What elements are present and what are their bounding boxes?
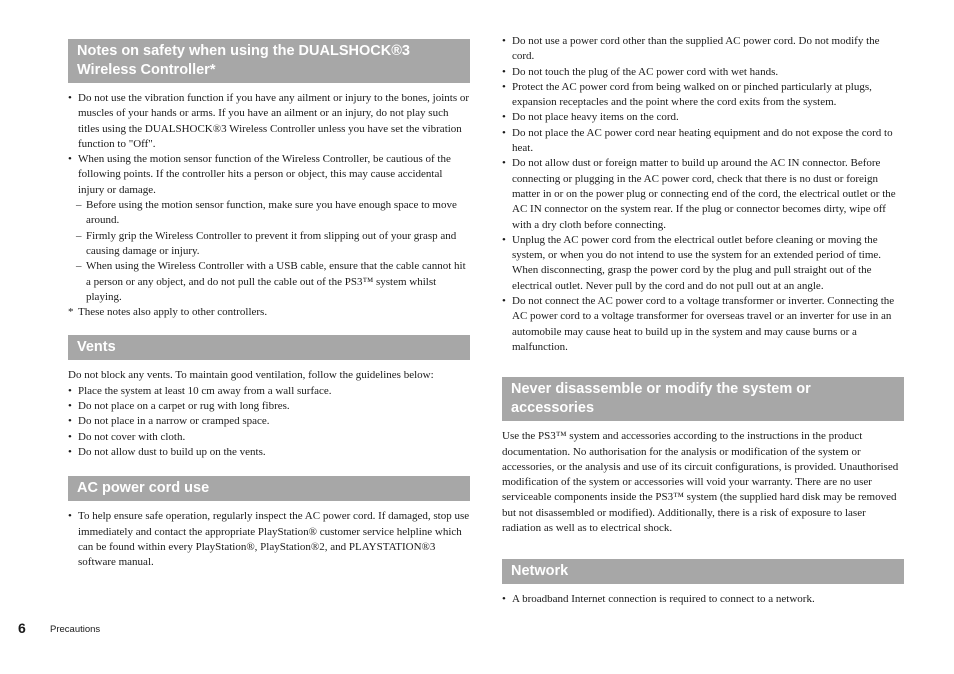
section-header-safety: Notes on safety when using the DUALSHOCK®3 Wireless Controller* — [68, 39, 470, 83]
footer-section-label: Precautions — [50, 624, 101, 635]
list-item: • Do not use the vibration function if you have any ailment or injury to the bones, joints or muscles of your hands or arms. If you have an ailment or an injury, do not play such titles using the DUALSHOCK®3 Wireless Controller unless you have set the vibration function to "Off". — [68, 91, 470, 152]
list-item: • Unplug the AC power cord from the electrical outlet before cleaning or moving the system, or when you do not intend to use the system for an extended period of time. When disconnecting, grasp the power cord by the plug and pull straight out of the electrical outlet. Never pull by the cord and do not pull out at an angle. — [502, 233, 904, 294]
list-item: • Do not allow dust to build up on the vents. — [68, 445, 470, 460]
section-header-ac-power: AC power cord use — [68, 476, 470, 501]
dash-item-text: When using the Wireless Controller with a USB cable, ensure that the cable cannot hit a person or any object, and do not pull the cable out of the PS3™ system whilst playing. — [86, 260, 466, 303]
vents-list — [68, 384, 470, 460]
section-header-vents: Vents — [68, 335, 470, 360]
footnote-text: These notes also apply to other controllers. — [78, 306, 268, 319]
list-item: • To help ensure safe operation, regularly inspect the AC power cord. If damaged, stop use immediately and contact the appropriate PlayStation® customer service helpline which can be found within every PlayStation®, PlayStation®2, and PLAYSTATION®3 software manual. — [68, 509, 470, 570]
section-header-disassemble: Never disassemble or modify the system or accessories — [502, 377, 904, 421]
list-item: • Do not connect the AC power cord to a voltage transformer or inverter. Connecting the AC power cord to a voltage transformer for overseas travel or an inverter for use in an automobile may cause heat to build up in the system and may cause burns or a malfunction. — [502, 294, 904, 355]
dash-item: – Firmly grip the Wireless Controller to prevent it from slipping out of your grasp and causing damage or injury. — [76, 229, 457, 257]
network-list — [502, 592, 904, 607]
list-item: • Do not touch the plug of the AC power cord with wet hands. — [502, 65, 904, 80]
left-column — [68, 39, 470, 570]
safety-list — [68, 91, 470, 320]
list-item: • A broadband Internet connection is required to connect to a network. — [502, 592, 904, 607]
section-header-network: Network — [502, 559, 904, 584]
ac-list-continued — [502, 34, 904, 355]
list-item: • Place the system at least 10 cm away from a wall surface. — [68, 384, 470, 399]
footnote-mark: * — [68, 306, 74, 319]
vents-intro: Do not block any vents. To maintain good ventilation, follow the guidelines below: — [68, 369, 434, 382]
list-item: • Do not use a power cord other than the supplied AC power cord. Do not modify the cord. — [502, 34, 904, 65]
dash-item: – Before using the motion sensor function, make sure you have enough space to move around. — [76, 199, 457, 227]
list-item: • Do not cover with cloth. — [68, 430, 470, 445]
list-item: • Do not place heavy items on the cord. — [502, 110, 904, 125]
list-item: • Protect the AC power cord from being walked on or pinched particularly at plugs, expansion receptacles and the point where the cord exits from the system. — [502, 80, 904, 111]
dash-item-text: Firmly grip the Wireless Controller to prevent it from slipping out of your grasp and causing damage or injury. — [86, 229, 457, 257]
dash-item: – When using the Wireless Controller with a USB cable, ensure that the cable cannot hit a person or any object, and do not pull the cable out of the PS3™ system whilst playing. — [76, 260, 466, 303]
ac-list — [68, 509, 470, 570]
right-column — [502, 34, 904, 608]
list-item: • Do not place on a carpet or rug with long fibres. — [68, 399, 470, 414]
list-item: • Do not place the AC power cord near heating equipment and do not expose the cord to heat. — [502, 126, 904, 157]
list-item: • Do not place in a narrow or cramped space. — [68, 414, 470, 429]
list-item: • Do not allow dust or foreign matter to build up around the AC IN connector. Before connecting or plugging in the AC power cord, check that there is no dust or foreign matter in or on the power plug or connecting end of the cord, the electrical outlet or the AC IN connector on the system rear. If the plug or connector becomes dirty, wipe off with a dry cloth before connecting. — [502, 156, 904, 232]
footnote — [68, 305, 470, 320]
dash-item-text: Before using the motion sensor function, make sure you have enough space to move around. — [86, 199, 457, 227]
list-item: • When using the motion sensor function of the Wireless Controller, be cautious of the following points. If the controller hits a person or object, this may cause accidental injury or damage. — [68, 152, 470, 198]
page-number: 6 — [18, 620, 26, 636]
disassemble-text: Use the PS3™ system and accessories according to the instructions in the product documentation. No authorisation for the analysis or modification of the system or accessories, or the analysis and use of its circuit configurations, is provided. Unauthorised modification of the system or accessories will void your warranty. There are no user serviceable components inside the PS3™ system (the supplied hard disk may be removed but not disassembled or modified). Additionally, there is a risk of exposure to laser radiation as well as to electrical shock. — [502, 430, 899, 535]
